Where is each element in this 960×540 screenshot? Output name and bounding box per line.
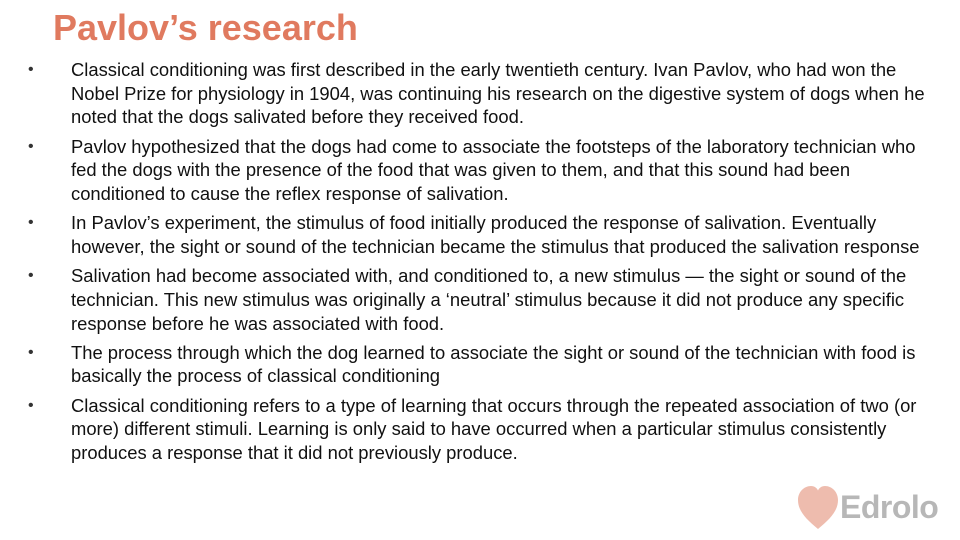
bullet-dot-icon: • xyxy=(28,214,34,232)
watermark-text: Edrolo xyxy=(840,489,939,525)
bullet-text: The process through which the dog learned to associate the sight or sound of the technician with food is basically the process of classical conditioning xyxy=(71,341,916,387)
bullet-dot-icon: • xyxy=(28,137,34,155)
bullet-text: Salivation had become associated with, and conditioned to, a new stimulus — the sight or sound of the technician. This new stimulus was originally a ‘neutral’ stimulus because it did not produce any specific response before he was associated with food. xyxy=(71,265,907,334)
bullet-text: Pavlov hypothesized that the dogs had come to associate the footsteps of the laboratory technician who fed the dogs with the presence of the food that was given to them, and that this sound had been conditioned to cause the reflex response of salivation. xyxy=(71,135,916,205)
edrolo-watermark-logo xyxy=(796,483,956,535)
heart-icon xyxy=(796,483,840,531)
bullet-item xyxy=(28,135,943,206)
bullet-dot-icon: • xyxy=(28,267,34,285)
bullet-dot-icon: • xyxy=(28,343,34,361)
bullet-item xyxy=(28,58,943,129)
bullet-text: Classical conditioning refers to a type of learning that occurs through the repeated association of two (or more) different stimuli. Learning is only said to have occurred when a particular stimulus consistently produces a response that it did not previously produce. xyxy=(71,394,917,464)
bullet-text: In Pavlov’s experiment, the stimulus of food initially produced the response of salivation. Eventually however, the sight or sound of the technician became the stimulus that produced the salivation response xyxy=(71,212,920,257)
bullet-item xyxy=(28,211,943,258)
bullet-list xyxy=(28,58,943,470)
bullet-text: Classical conditioning was first described in the early twentieth century. Ivan Pavlov, who had won the Nobel Prize for physiology in 1904, was continuing his research on the digestive system of dogs when he noted that the dogs salivated before they received food. xyxy=(71,59,925,128)
bullet-item xyxy=(28,394,943,465)
bullet-item xyxy=(28,341,943,388)
slide-title: Pavlov’s research xyxy=(53,7,358,48)
bullet-dot-icon: • xyxy=(28,61,34,78)
bullet-item xyxy=(28,264,943,335)
bullet-dot-icon: • xyxy=(28,396,34,414)
